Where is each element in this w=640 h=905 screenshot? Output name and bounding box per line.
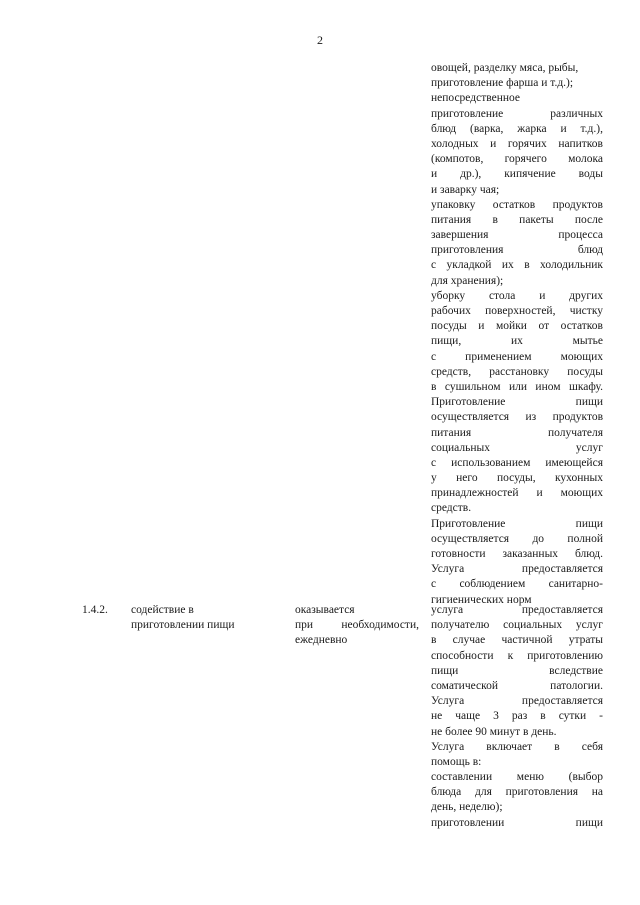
service-frequency-cell xyxy=(295,603,419,649)
description-line: упаковку остатков продуктов xyxy=(431,198,603,211)
description-line: посуды и мойки от остатков xyxy=(431,320,603,333)
description-line: Услуга предоставляется xyxy=(431,563,603,576)
description-line: пищи вследствие xyxy=(431,664,603,677)
row-number: 1.4.2. xyxy=(82,604,108,616)
description-line: приготовлении пищи xyxy=(431,816,603,829)
frequency-line: оказывается xyxy=(295,604,355,616)
description-line: Приготовление пищи xyxy=(431,517,603,530)
description-line: Услуга предоставляется xyxy=(431,695,603,708)
description-line: блюд (варка, жарка и т.д.), xyxy=(431,122,603,135)
description-line: питания в пакеты после xyxy=(431,213,603,226)
description-line: приготовления блюд xyxy=(431,244,603,257)
description-line: с использованием имеющейся xyxy=(431,456,603,469)
description-line: осуществляется из продуктов xyxy=(431,411,603,424)
description-line: и др.), кипячение воды xyxy=(431,168,603,181)
description-line: для хранения); xyxy=(431,274,504,287)
description-line: непосредственное xyxy=(431,92,521,105)
description-line: способности к приготовлению xyxy=(431,649,603,662)
description-line: составлении меню (выбор xyxy=(431,771,603,784)
service-name-line: приготовлении пищи xyxy=(131,619,235,632)
description-line: принадлежностей и моющих xyxy=(431,487,603,500)
description-line: у него посуды, кухонных xyxy=(431,472,603,485)
description-line: соматической патологии. xyxy=(431,679,603,692)
description-line: приготовление фарша и т.д.); xyxy=(431,77,574,90)
service-name-line: содействие в xyxy=(131,604,194,616)
description-line: уборку стола и других xyxy=(431,289,603,302)
frequency-line: ежедневно xyxy=(295,634,348,647)
description-line: Услуга включает в себя xyxy=(431,740,603,753)
description-line: не более 90 минут в день. xyxy=(431,725,557,738)
description-line: Приготовление пищи xyxy=(431,396,603,409)
description-line: гигиенических норм xyxy=(431,593,532,606)
page-number: 2 xyxy=(317,33,323,47)
description-line: пищи, их мытье xyxy=(431,335,603,348)
frequency-line: при необходимости, xyxy=(295,619,419,632)
description-line: в сушильном или ином шкафу. xyxy=(431,380,603,393)
service-name-cell xyxy=(131,603,261,633)
description-line: средств. xyxy=(431,502,472,515)
description-line: приготовление различных xyxy=(431,107,603,120)
description-line: блюда для приготовления на xyxy=(431,786,603,799)
description-line: услуга предоставляется xyxy=(431,604,603,616)
description-line: не чаще 3 раз в сутки - xyxy=(431,710,603,723)
description-line: питания получателя xyxy=(431,426,603,439)
description-line: получателю социальных услуг xyxy=(431,619,603,632)
description-line: средств, расстановку посуды xyxy=(431,365,603,378)
description-line: холодных и горячих напитков xyxy=(431,137,603,150)
description-line: (компотов, горячего молока xyxy=(431,153,603,166)
description-line: помощь в: xyxy=(431,755,482,768)
description-line: овощей, разделку мяса, рыбы, xyxy=(431,62,579,74)
description-line: осуществляется до полной xyxy=(431,532,603,545)
description-line: и заварку чая; xyxy=(431,183,500,196)
description-line: с соблюдением санитарно- xyxy=(431,578,603,591)
description-line: день, неделю); xyxy=(431,801,503,814)
description-line: с укладкой их в холодильник xyxy=(431,259,603,272)
description-line: в случае частичной утраты xyxy=(431,634,603,647)
description-line: завершения процесса xyxy=(431,229,603,242)
description-line: социальных услуг xyxy=(431,441,603,454)
service-description-cell xyxy=(431,603,603,831)
description-line: с применением моющих xyxy=(431,350,603,363)
description-line: готовности заказанных блюд. xyxy=(431,548,603,560)
description-line: рабочих поверхностей, чистку xyxy=(431,305,603,317)
continued-description-cell xyxy=(431,61,603,608)
